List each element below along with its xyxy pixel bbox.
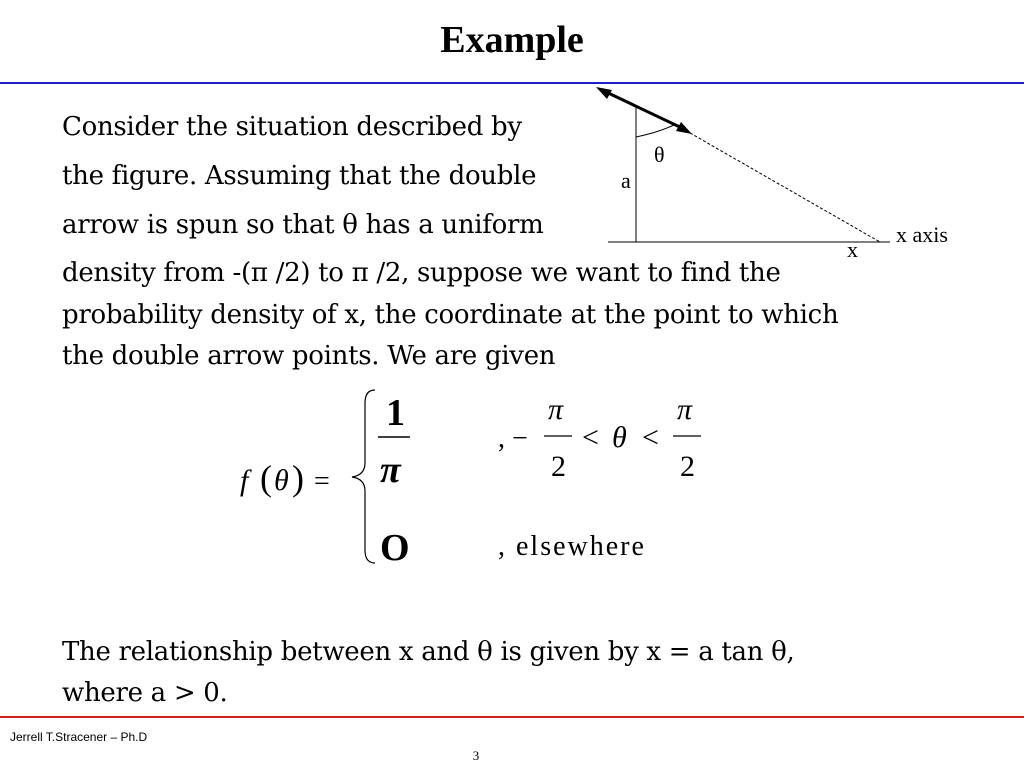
body-line-2: the figure. Assuming that the double [62, 161, 537, 191]
figure-a-label: a [621, 168, 631, 193]
case1-numerator: 1 [386, 392, 405, 434]
body-line-8: where a > 0. [62, 678, 228, 708]
formula-close-paren: ) [292, 458, 304, 498]
formula-f: f [240, 464, 249, 497]
double-arrow-head-right [676, 122, 692, 134]
figure-theta-label: θ [654, 142, 665, 167]
formula-brace [352, 390, 375, 563]
case1-less-than-1: < [582, 421, 599, 454]
case1-two-left: 2 [551, 450, 566, 483]
double-arrow-shaft [604, 91, 684, 129]
body-line-7: The relationship between x and θ is given by x = a tan θ, [62, 637, 795, 667]
case1-pi-right: π [677, 393, 693, 426]
body-line-4: density from -(π /2) to π /2, suppose we want to find the [62, 258, 781, 288]
case1-condition-prefix: , − [498, 423, 528, 454]
figure-x-axis-label: x axis [896, 222, 948, 247]
footer-divider [0, 716, 1024, 718]
case1-theta: θ [612, 421, 627, 454]
body-line-3: arrow is spun so that θ has a uniform [62, 210, 544, 240]
case2-condition: , elsewhere [498, 531, 646, 562]
body-line-1: Consider the situation described by [62, 112, 522, 142]
case1-less-than-2: < [642, 421, 659, 454]
body-line-6: the double arrow points. We are given [62, 341, 556, 371]
formula-open-paren: ( [260, 458, 272, 498]
page-number: 3 [472, 748, 480, 763]
case1-pi-left: π [548, 393, 564, 426]
case2-value: O [380, 527, 410, 569]
case1-denominator: π [380, 449, 401, 491]
theta-arc [636, 124, 676, 137]
formula-equals: = [314, 466, 330, 497]
body-line-5: probability density of x, the coordinate at the point to which [62, 300, 839, 330]
figure-x-label: x [847, 237, 858, 260]
footer-author: Jerrell T.Stracener – Ph.D [10, 730, 148, 744]
case1-two-right: 2 [680, 450, 695, 483]
slide-title: Example [440, 19, 584, 61]
dashed-projection-line [690, 133, 880, 242]
double-arrow-head-left [596, 87, 612, 99]
density-formula [230, 385, 730, 575]
spinning-arrow-figure [590, 80, 990, 260]
formula-theta: θ [274, 464, 289, 497]
